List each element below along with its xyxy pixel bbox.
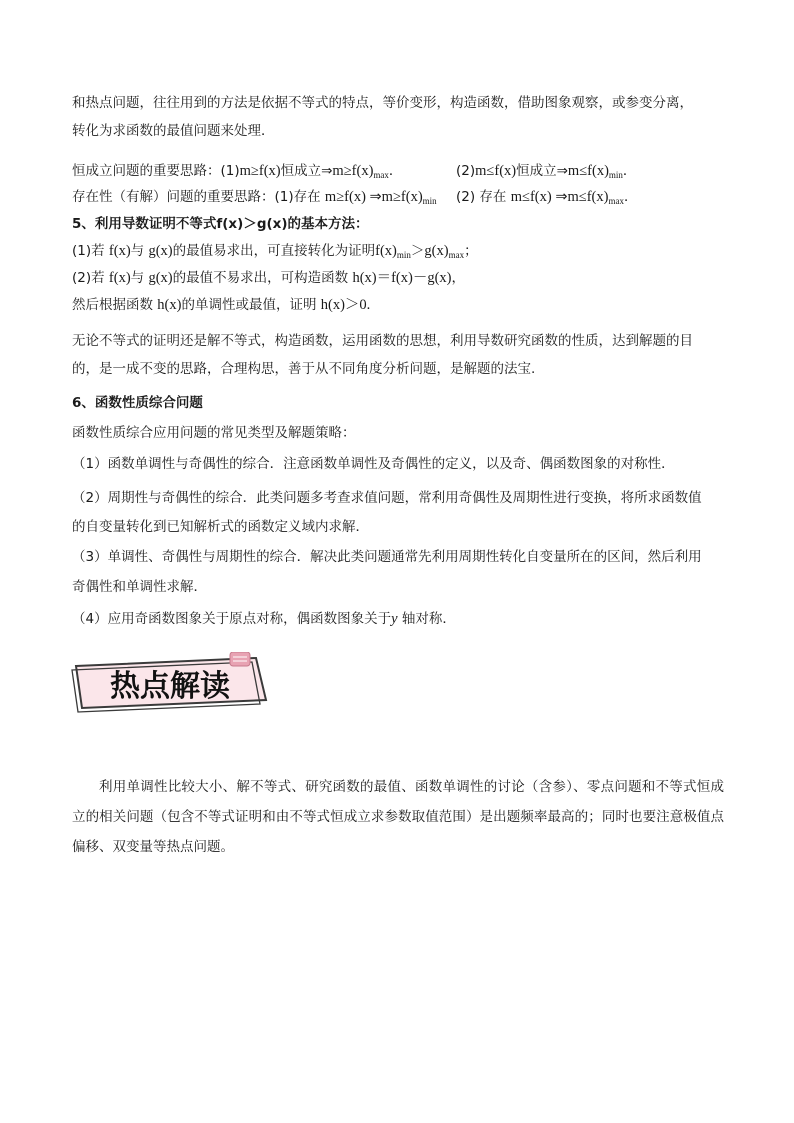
text-span: (1)若	[72, 243, 109, 259]
strategy-3: （3）单调性、奇偶性与周期性的综合．解决此类问题通常先利用周期性转化自变量所在的区间，然后利用	[72, 549, 702, 565]
text-span: (2)	[456, 163, 476, 179]
strategy-1: （1）函数单调性与奇偶性的综合．注意函数单调性及奇偶性的定义，以及奇、偶函数图象的对称性．	[72, 456, 675, 472]
text-span: 恒成立⇒	[280, 163, 333, 179]
hot-topic-banner	[70, 652, 270, 714]
text-line: 和热点问题，往往用到的方法是依据不等式的特点，等价变形，构造函数，借助图象观察，或参变分离，	[72, 95, 693, 111]
text-line: 函数性质综合应用问题的常见类型及解题策略：	[72, 425, 356, 441]
section-heading-5: 5、利用导数证明不等式f(x)＞g(x)的基本方法：	[72, 216, 369, 232]
math-span: g(x)	[424, 243, 449, 259]
math-span: m≤f(x)	[475, 163, 517, 179]
math-span: f(x)	[375, 243, 397, 259]
text-span: ，	[451, 270, 465, 286]
text-span: ．	[623, 189, 638, 205]
method-2-cont	[72, 296, 370, 314]
text-span: ．	[388, 163, 403, 179]
strategy-3-cont: 奇偶性和单调性求解．	[72, 579, 207, 595]
strategy-2-cont: 的自变量转化到已知解析式的函数定义域内求解．	[72, 519, 369, 535]
text-span: ．	[622, 163, 637, 179]
text-span: 恒成立⇒	[516, 163, 568, 179]
math-span: g(x)	[148, 243, 173, 259]
section-heading-6: 6、函数性质综合问题	[72, 395, 203, 411]
subscript: min	[396, 250, 411, 260]
text-span: 与	[130, 243, 149, 259]
text-span: 与	[130, 270, 149, 286]
text-span: 的最值易求出，可直接转化为证明	[172, 243, 376, 259]
text-span: (2)若	[72, 270, 109, 286]
text-line: 转化为求函数的最值问题来处理．	[72, 123, 275, 139]
text-span: 恒成立问题的重要思路：(1)	[72, 163, 240, 179]
paperclip-icon	[230, 652, 250, 666]
method-1	[72, 242, 478, 264]
subscript: max	[448, 250, 465, 260]
text-line: 的，是一成不变的思路，合理构思，善于从不同角度分析问题，是解题的法宝.	[72, 361, 536, 377]
text-span: (2) 存在	[456, 189, 511, 205]
math-span: m≥f(x) ⇒m≥f(x)	[324, 189, 423, 205]
math-span: f(x)	[108, 270, 131, 286]
text-span: 轴对称．	[397, 611, 456, 627]
math-span: f(x)	[108, 243, 131, 259]
text-span: ；	[464, 243, 478, 259]
banner-title: 热点解读	[110, 669, 230, 704]
text-span: 的单调性或最值，证明	[181, 297, 321, 313]
text-span: 存在性（有解）问题的重要思路：(1)存在	[72, 189, 325, 205]
hot-topic-paragraph: 利用单调性比较大小、解不等式、研究函数的最值、函数单调性的讨论（含参）、零点问题和不等式恒成立的相关问题（包含不等式证明和由不等式恒成立求参数取值范围）是出题频率最高的；同时也要注意极值点偏移、双变量等热点问题。	[72, 779, 724, 855]
subscript: min	[422, 196, 437, 206]
math-span: m≥f(x)	[239, 163, 281, 179]
math-span: h(x)＞0.	[320, 297, 371, 313]
math-span: m≥f(x)	[332, 163, 374, 179]
strategy-4	[72, 610, 456, 628]
math-span: m≤f(x)	[567, 163, 609, 179]
subscript: max	[608, 196, 624, 206]
text-span: ＞	[410, 243, 425, 259]
strategy-2: （2）周期性与奇偶性的综合．此类问题多考查求值问题，常利用奇偶性及周期性进行变换，将所求函数值	[72, 490, 702, 506]
math-span: g(x)	[148, 270, 173, 286]
case-2	[456, 188, 637, 210]
text-span: （4）应用奇函数图象关于原点对称，偶函数图象关于	[72, 611, 392, 627]
text-span: 然后根据函数	[72, 297, 158, 313]
case-2	[456, 162, 636, 184]
text-span: 的最值不易求出，可构造函数	[172, 270, 353, 286]
text-line: 无论不等式的证明还是解不等式，构造函数，运用函数的思想，利用导数研究函数的性质，达到解题的目	[72, 333, 693, 349]
hengchengli-line	[72, 162, 637, 184]
math-span: y	[391, 611, 398, 627]
subscript: min	[608, 170, 623, 180]
math-span: h(x)＝f(x)－g(x)	[352, 270, 452, 286]
math-span: m≤f(x) ⇒m≤f(x)	[510, 189, 609, 205]
math-span: h(x)	[157, 297, 182, 313]
method-2	[72, 269, 465, 287]
subscript: max	[373, 170, 389, 180]
